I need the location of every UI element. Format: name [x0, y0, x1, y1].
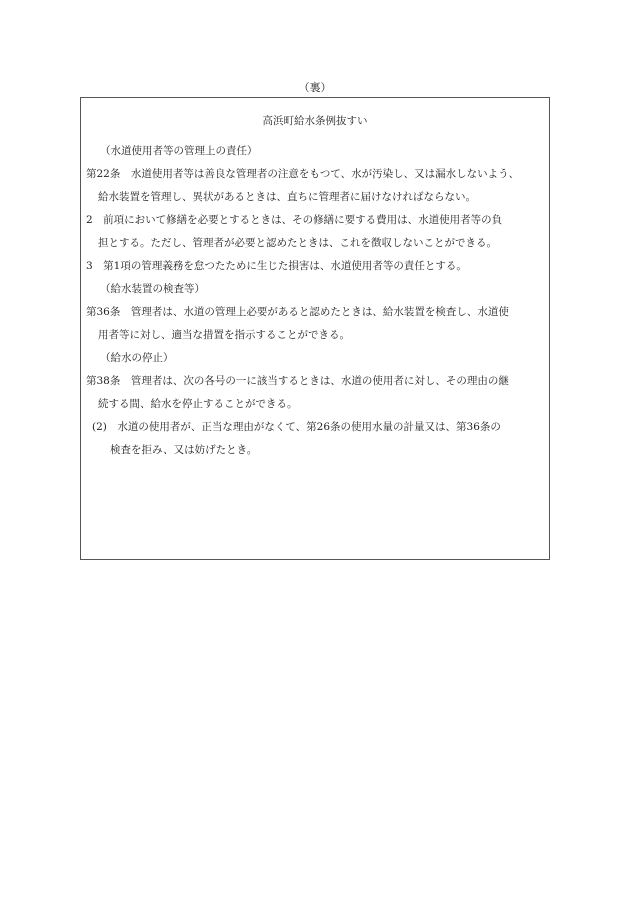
text-line: （給水装置の検査等）: [100, 283, 205, 295]
text-line: 給水装置を管理し、異状があるときは、直ちに管理者に届けなければならない。: [98, 191, 476, 203]
text-line: 担とする。ただし、管理者が必要と認めたときは、これを徴収しないことができる。: [98, 237, 497, 249]
text-line: 3 第1項の管理義務を怠つたために生じた損害は、水道使用者等の責任とする。: [86, 260, 467, 272]
ordinance-excerpt-box: [80, 97, 550, 560]
text-line: 第38条 管理者は、次の各号の一に該当するときは、水道の使用者に対し、その理由の継: [86, 375, 509, 387]
text-line: 続する間、給水を停止することができる。: [98, 398, 298, 410]
text-line: (2) 水道の使用者が、正当な理由がなくて、第26条の使用水量の計量又は、第36条の: [92, 421, 501, 433]
box-title: 高浜町給水条例抜すい: [262, 115, 368, 127]
text-line: 用者等に対し、適当な措置を指示することができる。: [98, 329, 350, 341]
page-side-label: （裏）: [298, 81, 332, 94]
ordinance-text: [86, 140, 546, 462]
text-line: 2 前項において修繕を必要とするときは、その修繕に要する費用は、水道使用者等の負: [86, 214, 503, 226]
text-line: （水道使用者等の管理上の責任）: [100, 145, 258, 157]
text-line: 検査を拒み、又は妨げたとき。: [110, 444, 258, 456]
text-line: （給水の停止）: [100, 352, 174, 364]
text-line: 第22条 水道使用者等は善良な管理者の注意をもつて、水が汚染し、又は漏水しないよう、: [86, 168, 520, 180]
text-line: 第36条 管理者は、水道の管理上必要があると認めたときは、給水装置を検査し、水道使: [86, 306, 509, 318]
